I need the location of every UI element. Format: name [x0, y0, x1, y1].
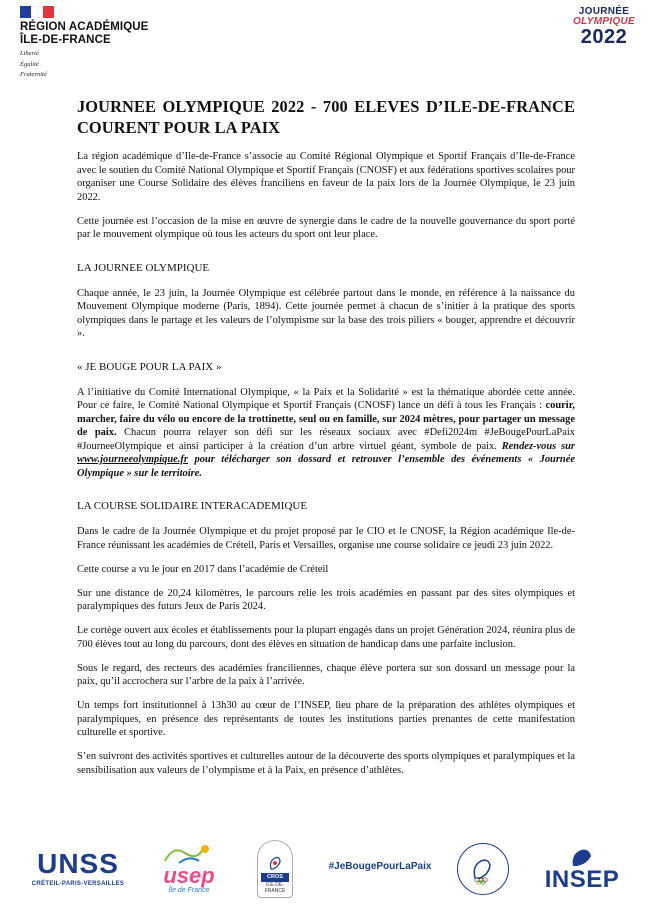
journeeolympique-link[interactable]: www.journeeolympique.fr [77, 454, 188, 465]
je-bouge-text-2: Chacun pourra relayer son défi sur les réseaux sociaux avec #Defi2024m #JeBougePourLaPaix #JourneeOlympique et ainsi participer à la création d’un arbre virtuel géant, symbole de paix. [77, 427, 575, 452]
je-bouge-italic-1: Rendez-vous sur [501, 440, 575, 452]
course-paragraph-4: Le cortège ouvert aux écoles et établissements pour la plupart engagés dans un projet Génération 2024, réunira plus de 700 élèves tout au long du parcours, dont des élèves en situation de handicap dans une parfaite inclusion. [77, 625, 575, 650]
hashtag-text: #JeBougePourLaPaix [328, 860, 432, 872]
jo-logo-year: 2022 [580, 26, 628, 48]
region-line-1: RÉGION ACADÉMIQUE [20, 21, 149, 33]
motto-egalite: Égalité [20, 60, 39, 68]
intro-paragraph-1: La région académique d’Ile-de-France s’associe au Comité Régional Olympique et Sportif Français d’Ile-de-France avec le soutien du Comité National Olympique et Sportif Français (CNOSF) et aux fédérations sportives scolaires pour organiser une Course Solidaire des élèves franciliens en faveur de la paix lors de la Journée Olympique, le 23 juin 2022. [77, 151, 575, 203]
journee-olympique-logo [572, 6, 636, 47]
je-bouge-challenge: courir, marcher, faire du vélo ou encore de la trottinette, seul ou en famille, sur 2024 mètres, pour partager un message de paix. [77, 400, 575, 438]
insep-logo [542, 838, 622, 900]
hashtag-logo [320, 854, 440, 878]
insep-wordmark: INSEP [544, 866, 620, 893]
course-paragraph-7: S’en suivront des activités sportives et culturelles autour de la découverte des sports olympiques et paralympiques et la sensibilisation aux valeurs de l’olympisme et à la Paix, en présence d’athlètes. [77, 751, 575, 776]
jo-logo-line-2: OLYMPIQUE [573, 16, 635, 27]
je-bouge-italic-2: pour télécharger son dossard et retrouver l’ensemble des événements « Journée Olympique » sur le territoire. [77, 454, 575, 479]
french-flag-icon [20, 6, 54, 18]
cros-subtitle: ILE-DE-FRANCE [264, 882, 286, 894]
je-bouge-paragraph [77, 386, 575, 481]
intro-paragraph-2: Cette journée est l’occasion de la mise en œuvre de synergie dans le cadre de la nouvelle gouvernance du sport porté par le mouvement olympique où tous les acteurs du sport ont leur place. [77, 215, 575, 240]
journee-paragraph: Chaque année, le 23 juin, la Journée Olympique est célébrée partout dans le monde, en référence à la naissance du Mouvement Olympique moderne (Paris, 1894). Cette journée permet à chacun de s’initier à la pratique des sports olympiques dans le partage et les valeurs de l’olympisme sur la base des trois piliers « bouger, apprendre et découvrir ». [77, 287, 575, 339]
region-line-2: ÎLE-DE-FRANCE [20, 34, 111, 46]
usep-figure-icon [159, 843, 219, 865]
cros-label: CROS [261, 873, 289, 882]
cnosf-logo [452, 838, 514, 900]
insep-rooster-icon [567, 846, 597, 868]
je-bouge-text-1: A l’initiative du Comité International Olympique, « la Paix et la Solidarité » est la thématique abordée cette année. Pour ce faire, le Comité National Olympique et Sportif Français (CNOSF) lance un défi à tous les Français : [77, 386, 575, 411]
usep-subtitle: Île de France [168, 886, 210, 894]
course-paragraph-1: Dans le cadre de la Journée Olympique et du projet proposé par le CIO et le CNOSF, la Région académique Ile-de-France réunissant les académies de Créteil, Paris et Versailles, organise une course solidaire ce jeudi 23 juin 2022. [77, 526, 575, 551]
unss-logo [28, 844, 128, 892]
document-title: JOURNEE OLYMPIQUE 2022 - 700 ELEVES D’ILE-DE-FRANCE COURENT POUR LA PAIX [77, 97, 575, 137]
course-paragraph-3: Sur une distance de 20,24 kilomètres, le parcours relie les trois académies en passant par des sites olympiques et paralympiques des futurs Jeux de Paris 2024. [77, 587, 575, 612]
course-paragraph-6: Un temps fort institutionnel à 13h30 au cœur de l’INSEP, lieu phare de la préparation des athlètes olympiques et paralympiques, en présence des représentants de toutes les institutions parties prenantes de cette manifestation culturelle et sportive. [77, 700, 575, 738]
usep-wordmark: usep [163, 862, 215, 888]
region-academique-logo [20, 6, 220, 79]
cros-rooster-icon [265, 853, 285, 873]
document-body [77, 96, 575, 788]
cros-badge [257, 840, 293, 898]
usep-logo [144, 838, 234, 898]
cros-logo [250, 838, 300, 900]
course-paragraph-5: Sous le regard, des recteurs des académies franciliennes, chaque élève portera sur son dossard un message pour la paix, qu’il accrochera sur l’arbre de la paix à l’arrivée. [77, 662, 575, 687]
course-paragraph-2: Cette course a vu le jour en 2017 dans l’académie de Créteil [77, 563, 329, 575]
rooster-icon [466, 852, 500, 886]
cnosf-badge [457, 843, 509, 895]
unss-subtitle: CRÉTEIL-PARIS-VERSAILLES [31, 880, 125, 887]
section-heading-course: LA COURSE SOLIDAIRE INTERACADEMIQUE [77, 500, 308, 512]
partner-logos [20, 832, 632, 904]
section-heading-je-bouge: « JE BOUGE POUR LA PAIX » [77, 360, 222, 373]
unss-wordmark: UNSS [37, 847, 119, 879]
section-heading-journee: LA JOURNEE OLYMPIQUE [77, 261, 210, 274]
jo-logo-line-1: JOURNÉE [578, 6, 630, 17]
motto-liberte: Liberté [20, 50, 39, 57]
motto-fraternite: Fraternité [20, 71, 47, 78]
